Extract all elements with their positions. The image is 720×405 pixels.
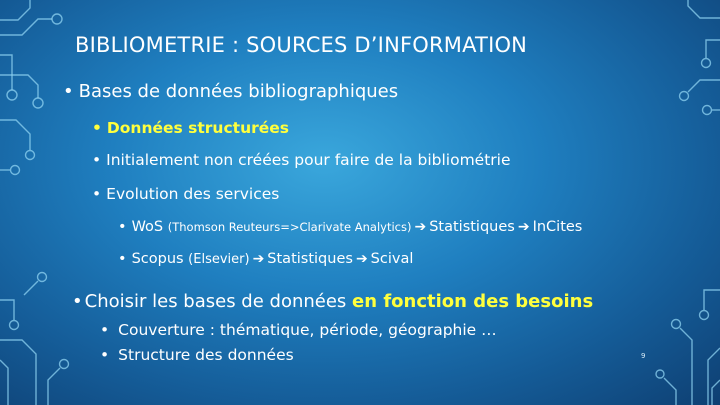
bullet-dot: • (100, 321, 110, 339)
bullet-dot: • (92, 119, 102, 137)
scopus-statistiques: Statistiques (267, 251, 353, 267)
choisir-highlight: en fonction des besoins (352, 291, 594, 312)
page-number: 9 (641, 352, 646, 360)
bullet-choisir (72, 291, 593, 312)
bullet-dot: • (63, 81, 74, 102)
bullet-dot: • (118, 251, 127, 267)
wos-paren: (Thomson Reuteurs=>Clarivate Analytics) (167, 220, 412, 234)
bullet-dot: • (92, 185, 102, 203)
bullet-dot: • (92, 151, 102, 169)
bullet-text: Structure des données (118, 346, 294, 364)
bullet-text: Données structurées (106, 119, 289, 137)
bullet-dot: • (118, 219, 127, 235)
scopus-scival: Scival (370, 251, 414, 267)
wos-label: WoS (131, 219, 164, 235)
bullet-couverture (100, 321, 497, 339)
bullet-scopus (118, 251, 413, 267)
choisir-text: Choisir les bases de données (84, 291, 353, 312)
bullet-donnees-structurees (92, 119, 289, 137)
bullet-evolution-services (92, 185, 279, 203)
bullet-dot: • (100, 346, 110, 364)
wos-statistiques: Statistiques (429, 219, 515, 235)
bullet-text: Initialement non créées pour faire de la bibliométrie (106, 151, 511, 169)
wos-incites: InCites (532, 219, 583, 235)
bullet-structure (100, 346, 294, 364)
arrow-right-icon: ➔ (252, 251, 265, 267)
bullet-wos (118, 219, 582, 235)
bullet-dot: • (72, 291, 83, 312)
scopus-paren: (Elsevier) (188, 252, 250, 267)
bullet-initialement (92, 151, 511, 169)
arrow-right-icon: ➔ (355, 251, 368, 267)
arrow-right-icon: ➔ (414, 219, 427, 235)
bullet-text: Bases de données bibliographiques (78, 81, 399, 102)
slide-title: BIBLIOMETRIE : SOURCES D’INFORMATION (75, 33, 528, 57)
scopus-label: Scopus (131, 251, 184, 267)
bullet-bases-de-donnees (63, 81, 398, 102)
arrow-right-icon: ➔ (517, 219, 530, 235)
bullet-text: Couverture : thématique, période, géographie … (118, 321, 497, 339)
bullet-text: Evolution des services (106, 185, 280, 203)
